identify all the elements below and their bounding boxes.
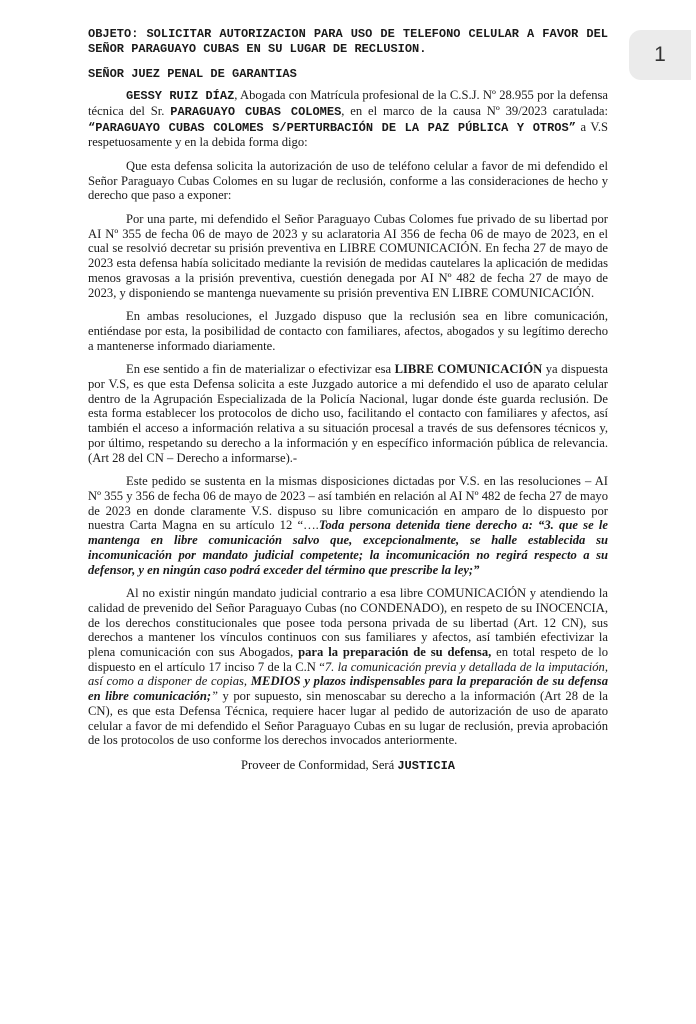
p7-text-1: Al no existir ningún mandato judicial contrario a esa libre COMUNICACIÓN y atendiendo la calidad de prevenido del Señor Paraguayo Cubas (no CONDENADO), en respeto de su INOCENCIA, de los derechos constitucionales que posee toda persona privada de su libertad (Art. 12 CN), sus derechos a mantener los vínculos continuos con sus familiares y afectos, así también efectivizar la plena comunicación con sus Abogados, xyxy=(88,586,608,660)
p5-bold: LIBRE COMUNICACIÓN xyxy=(394,362,543,377)
addressee-heading: SEÑOR JUEZ PENAL DE GARANTIAS xyxy=(88,67,297,82)
page-number: 1 xyxy=(654,43,666,66)
paragraph-request: Que esta defensa solicita la autorización de uso de teléfono celular a favor de mi defendido el Señor Paraguayo Cubas Colomes en su lugar de reclusión, conforme a las consideraciones de hecho y derecho que paso a exponer: xyxy=(88,158,608,203)
intro-text-1: , Abogada con Matrícula profesional de la C.S.J. Nº 28.955 por la defensa técnica del Sr. xyxy=(88,88,608,118)
p5-text-1: En ese sentido a fin de materializar o efectivizar esa xyxy=(126,362,395,377)
closing-line xyxy=(88,758,608,774)
p7-text-3: y por supuesto, sin menoscabar su derecho a la información (Art 28 de la CN), es que esta Defensa Técnica, requiere hacer lugar al pedido de autorización de uso de aparato celular a favor de mi defendido el Señor Paraguayo Cubas en su lugar de reclusión, previa aprobación de los protocolos de uso conforme los derechos invocados anteriormente. xyxy=(88,689,608,748)
p7-bold-1: para la preparación de su defensa, xyxy=(298,645,492,660)
page-number-badge xyxy=(629,30,691,80)
closing-text: Proveer de Conformidad, Será xyxy=(241,757,398,772)
p7-italic-2: ” xyxy=(211,689,219,704)
paragraph-resolutions: En ambas resoluciones, el Juzgado dispuso que la reclusión sea en libre comunicación, entiéndase por esta, la posibilidad de contacto con familiares, afectos, abogados y su legítimo derecho a mantenerse informado diariamente. xyxy=(88,309,608,353)
constitution-quote: Toda persona detenida tiene derecho a: “3. que se le mantenga en libre comunicación salvo que, excepcionalmente, se halle establecida su incomunicación por mandato judicial competente; la incomunicación no regirá respecto a su defensor, y en ningún caso podrá exceder del término que prescribe la ley;” xyxy=(88,518,608,577)
p7-text-2: en total respeto de lo dispuesto en el artículo 17 inciso 7 de la C.N “ xyxy=(88,645,608,674)
document-body xyxy=(88,27,608,774)
paragraph-background: Por una parte, mi defendido el Señor Paraguayo Cubas Colomes fue privado de su libertad por AI Nº 355 de fecha 06 de mayo de 2023 y su aclaratoria AI 356 de fecha 06 de mayo de 2023, en el cual se resolvió decretar su prisión preventiva en LIBRE COMUNICACIÓN. En fecha 27 de mayo de 2023 esta defensa había solicitado mediante la revisión de medidas cautelares la aplicación de medidas menos gravosas a la prisión preventiva, cuestión denegada por AI Nº 482 de fecha 27 de mayo de 2023, y disponiendo se mantenga nuevamente su prisión preventiva EN LIBRE COMUNICACIÓN. xyxy=(88,212,608,300)
paragraph-materialize xyxy=(88,362,608,465)
intro-paragraph xyxy=(88,88,608,150)
paragraph-legal-basis xyxy=(88,474,608,577)
p7-italic-1: 7. la comunicación previa y detallada de la imputación, así como a disponer de copias, xyxy=(88,659,609,689)
p6-text-1: Este pedido se sustenta en la mismas disposiciones dictadas por V.S. en las resoluciones – AI Nº 355 y 356 de fecha 06 de mayo de 2023 – así también en relación al AI Nº 482 de fecha 27 de mayo de 2023 en donde claramente V.S. dispuso su libre comunicación en amparo de lo dispuesto por nuestra Carta Magna en su artículo 12 “…. xyxy=(88,474,608,533)
p7-bold-italic: MEDIOS y plazos indispensables para la preparación de su defensa en libre comunicación; xyxy=(88,674,609,704)
case-title: “PARAGUAYO CUBAS COLOMES S/PERTURBACIÓN DE LA PAZ PÚBLICA Y OTROS” xyxy=(88,120,576,135)
intro-text-3: a V.S respetuosamente y en la debida forma digo: xyxy=(88,119,608,150)
object-heading: OBJETO: SOLICITAR AUTORIZACION PARA USO DE TELEFONO CELULAR A FAVOR DEL SEÑOR PARAGUAYO CUBAS EN SU LUGAR DE RECLUSION. xyxy=(88,27,608,56)
closing-bold: JUSTICIA xyxy=(397,758,455,773)
lawyer-name: GESSY RUIZ DÍAZ xyxy=(126,89,235,104)
p5-text-2: ya dispuesta por V.S, es que esta Defensa solicita a este Juzgado autorice a mi defendido el uso de aparato celular dentro de la Agrupación Especializada de la Policía Nacional, lugar donde éste guarda reclusión. De esta forma establecer los protocolos de dicho uso, facilitando el contacto con familiares y afectos, así también el acceso a información relativa a su situación procesal a través de sus defensores técnicos y, por último, respetando su derecho a la información y en específico información pública de relevancia. (Art 28 del CN – Derecho a informarse).- xyxy=(88,362,608,465)
paragraph-conclusion xyxy=(88,586,608,748)
client-name: PARAGUAYO CUBAS COLOMES xyxy=(170,104,342,119)
intro-text-2: , en el marco de la causa Nº 39/2023 caratulada: xyxy=(341,103,608,118)
